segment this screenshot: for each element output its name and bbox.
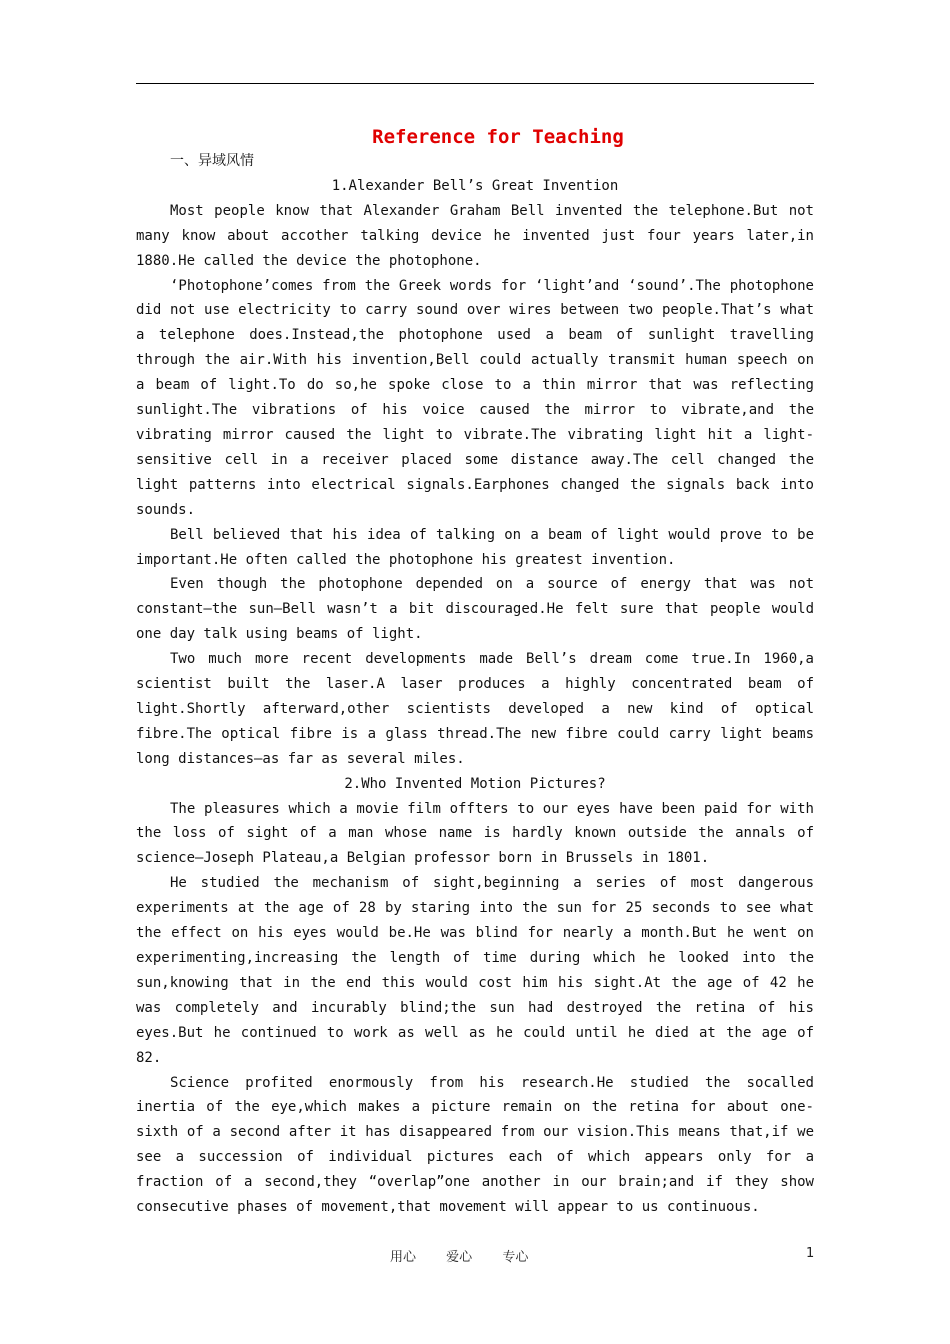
header-rule bbox=[136, 83, 814, 84]
footer-motto bbox=[390, 1246, 554, 1265]
document-body bbox=[136, 149, 814, 1220]
footer-motto-item: 专心 bbox=[502, 1250, 529, 1265]
article-1-paragraph: Bell believed that his idea of talking on a beam of light would prove to be important.He often called the photophone his greatest invention. bbox=[136, 526, 814, 568]
section-label: 一、异域风情 bbox=[170, 153, 254, 169]
article-2-paragraph: He studied the mechanism of sight,beginning a series of most dangerous experiments at the age of 28 by staring into the sun for 25 seconds to see what the effect on his eyes would be.He was blind for nearly a month.But he went on experimenting,increasing the length of time during which he looked into the sun,knowing that in the end this would cost him his sight.At the age of 42 he was completely and incurably blind;the sun had destroyed the retina of his eyes.But he continued to work as well as he could until he died at the age of 82. bbox=[136, 875, 814, 1066]
article-1-paragraph: ‘Photophone’comes from the Greek words for ‘light’and ‘sound’.The photophone did not use electricity to carry sound over wires between two people.That’s what a telephone does.Instead,the photophone used a beam of sunlight travelling through the air.With his invention,Bell could actually transmit human speech on a beam of light.To do so,he spoke close to a thin mirror that was reflecting sunlight.The vibrations of his voice caused the mirror to vibrate,and the vibrating mirror caused the light to vibrate.The vibrating light hit a light-sensitive cell in a receiver placed some distance away.The cell changed the light patterns into electrical signals.Earphones changed the signals back into sounds. bbox=[136, 277, 814, 518]
footer-motto-item: 爱心 bbox=[446, 1250, 473, 1265]
article-1-paragraph: Even though the photophone depended on a source of energy that was not constant—the sun—Bell wasn’t a bit discouraged.He felt sure that people would one day talk using beams of light. bbox=[136, 576, 814, 643]
article-2-heading: 2.Who Invented Motion Pictures? bbox=[344, 775, 606, 792]
article-1-paragraph: Two much more recent developments made Bell’s dream come true.In 1960,a scientist built the laser.A laser produces a highly concentrated beam of light.Shortly afterward,other scientists developed a new kind of optical fibre.The optical fibre is a glass thread.The new fibre could carry light beams long distances—as far as several miles. bbox=[136, 651, 814, 767]
article-2-paragraph: The pleasures which a movie film offters to our eyes have been paid for with the loss of sight of a man whose name is hardly known outside the annals of science—Joseph Plateau,a Belgian professor born in Brussels in 1801. bbox=[136, 800, 814, 867]
footer-motto-item: 用心 bbox=[390, 1250, 417, 1265]
article-1-paragraph: Most people know that Alexander Graham Bell invented the telephone.But not many know about accother talking device he invented just four years later,in 1880.He called the device the photophone. bbox=[136, 202, 814, 269]
article-2-paragraph: Science profited enormously from his research.He studied the socalled inertia of the eye,which makes a picture remain on the retina for about one-sixth of a second after it has disappeared from our vision.This means that,if we see a succession of individual pictures each of which appears only for a fraction of a second,they “overlap”one another in our brain;and if they show consecutive phases of movement,that movement will appear to us continuous. bbox=[136, 1074, 814, 1216]
document-title: Reference for Teaching bbox=[372, 126, 624, 148]
article-1-heading: 1.Alexander Bell’s Great Invention bbox=[331, 177, 619, 194]
page-number: 1 bbox=[806, 1246, 815, 1261]
